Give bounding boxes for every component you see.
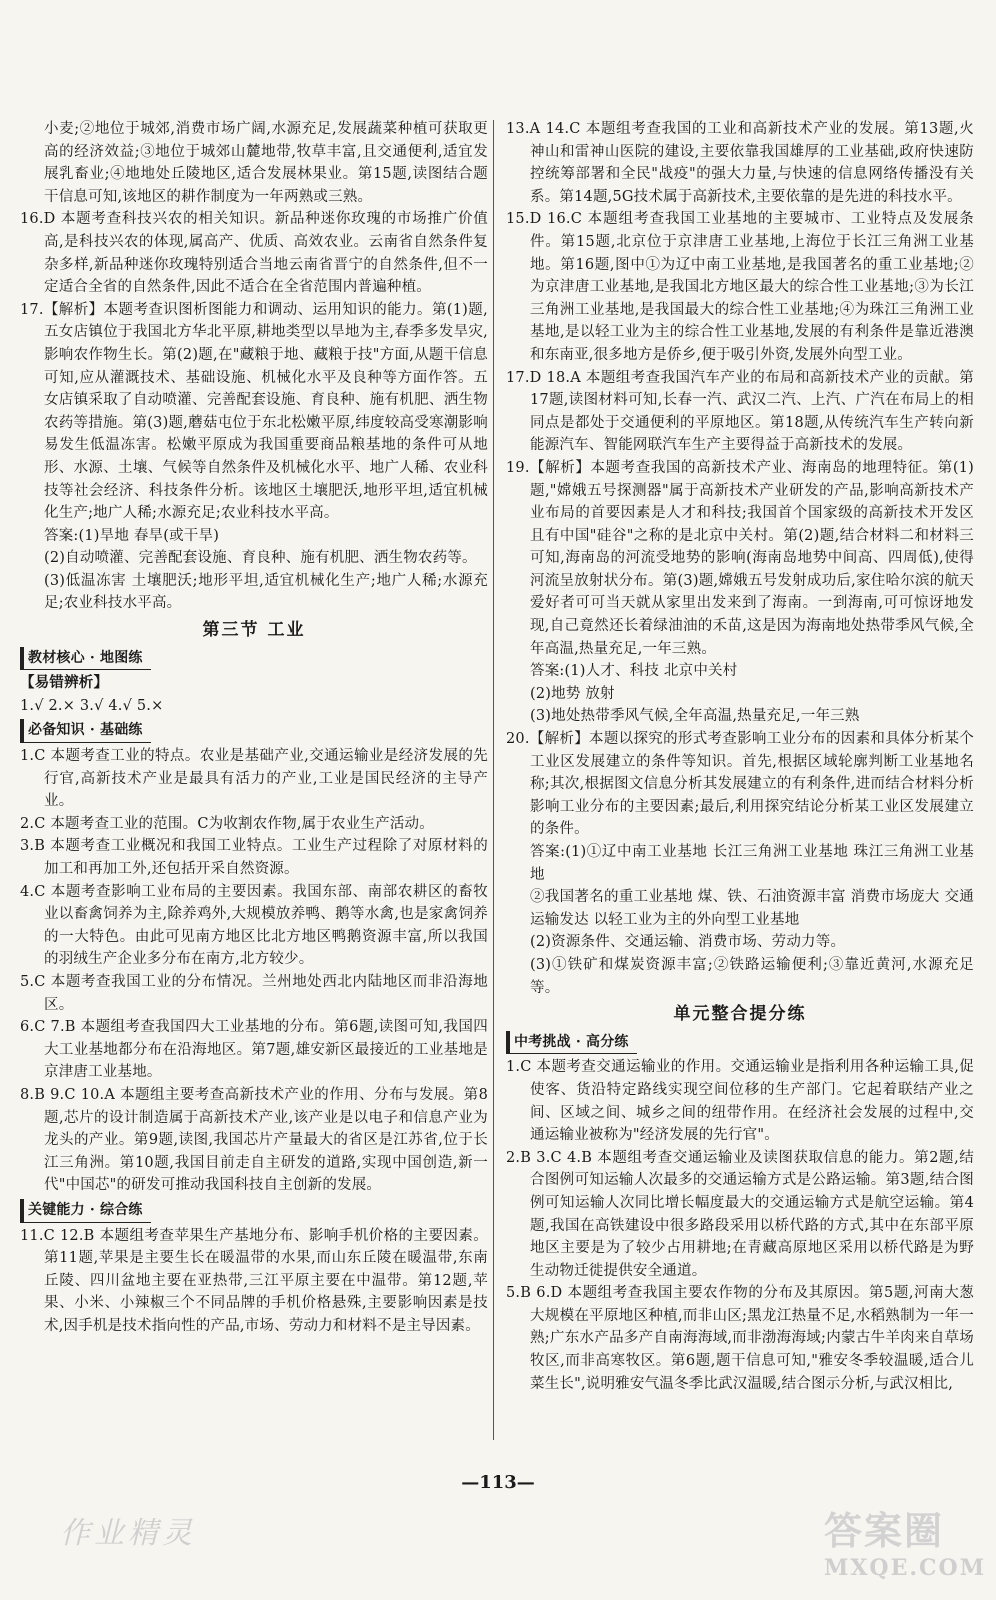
answer-text: 小麦;②地位于城郊,消费市场广阔,水源充足,发展蔬菜种植可获取更高的经济效益;③地位于城郊山麓地带,牧草丰富,且交通便利,适宜发展乳畜业;④地地处丘陵地区,适合发展林果业。第15题,读图结合题干信息可知,该地区的耕作制度为一年两熟或三熟。: [44, 121, 488, 205]
answer-text: (3)①铁矿和煤炭资源丰富;②铁路运输便利;③靠近黄河,水源充足等。: [530, 956, 974, 996]
answer-text: (3)低温冻害 土壤肥沃;地形平坦,适宜机械化生产;地广人稀;水源充足;农业科技水平高。: [44, 572, 488, 612]
section-bar-label: 教材核心 · 地图练: [20, 647, 151, 671]
section-bar-label: 必备知识 · 基础练: [20, 719, 151, 743]
answer-text: (2)地势 放射: [530, 685, 615, 702]
section-title: 第三节 工业: [202, 620, 306, 641]
column-divider: [493, 120, 494, 1440]
answer-item: 5.B 6.D 本题组考查我国主要农作物的分布及其原因。第5题,河南大葱大规模在平原地区种植,而非山区;黑龙江热量不足,水稻熟制为一年一熟;广东水产品多产自南海海域,而非渤海海域;内蒙古牛羊肉来自草场牧区,而非高寒牧区。第6题,题干信息可知,"雅安冬季较温暖,适合儿菜生长",说明雅安气温冬季比武汉温暖,结合图示分析,与武汉相比,: [506, 1285, 974, 1392]
answer-item: 3.B 本题考查工业概况和我国工业特点。工业生产过程除了对原材料的加工和再加工外,还包括开采自然资源。: [20, 838, 488, 877]
answer-item: 11.C 12.B 本题组考查苹果生产基地分布、影响手机价格的主要因素。第11题,苹果是主要生长在暖温带的水果,而山东丘陵在暖温带,东南丘陵、四川盆地主要在亚热带,三江平原主要在中温带。第12题,苹果、小米、小辣椒三个不同品牌的手机价格悬殊,主要影响因素是技术,因手机是技术指向性的产品,市场、劳动力和材料不是主导因素。: [20, 1227, 488, 1334]
section-bar: [20, 717, 488, 745]
section-bar-label: 中考挑战 · 高分练: [506, 1031, 637, 1055]
answer-item: 17.【解析】本题考查识图析图能力和调动、运用知识的能力。第(1)题,五女店镇位于我国北方华北平原,耕地类型以旱地为主,春季多发旱灾,影响农作物生长。第(2)题,在"藏粮于地、藏粮于技"方面,从题干信息可知,应从灌溉技术、基础设施、机械化水平及良种等方面作答。五女店镇采取了自动喷灌、完善配套设施、育良种、施有机肥、洒生物农药等措施。第(3)题,蘑菇屯位于东北松嫩平原,纬度较高受寒潮影响易发生低温冻害。松嫩平原成为我国重要商品粮基地的条件可从地形、水源、土壤、气候等自然条件及机械化水平、地广人稀、农业科技等社会经济、科技条件分析。该地区土壤肥沃,地形平坦,适宜机械化生产;地广人稀;水源充足;农业科技水平高。: [20, 301, 488, 522]
answer-item: 2.C 本题考查工业的范围。C为收割农作物,属于农业生产活动。: [20, 815, 434, 832]
answer-item: 16.D 本题考查科技兴农的相关知识。新品种迷你玫瑰的市场推广价值高,是科技兴农的体现,属高产、优质、高效农业。云南省自然条件复杂多样,新品种迷你玫瑰特别适合当地云南省晋宁的自然条件,但不一定适合全省的自然条件,因此不适合在全省范围内普遍种植。: [20, 211, 488, 296]
left-column: [20, 118, 488, 1438]
watermark-logo-bottom: MXQE.COM: [824, 1555, 987, 1581]
answer-text: ②我国著名的重工业基地 煤、铁、石油资源丰富 消费市场庞大 交通运输发达 以轻工业为主的外向型工业基地: [530, 889, 974, 928]
answer-text: 1.√ 2.× 3.√ 4.√ 5.×: [20, 697, 164, 714]
section-bar: [20, 1197, 488, 1225]
page-number: —113—: [461, 1472, 535, 1493]
answer-item: 2.B 3.C 4.B 本题组考查交通运输业及读图获取信息的能力。第2题,结合图例可知运输人次最多的交通运输方式是公路运输。第3题,结合图例可知运输人次同比增长幅度最大的交通运输方式是航空运输。第4题,我国在高铁建设中很多路段采用以桥代路的方式,其中在东部平原地区主要是为了较少占用耕地;在青藏高原地区采用以桥代路是为野生动物迁徙提供安全通道。: [506, 1149, 974, 1279]
answer-item: 15.D 16.C 本题组考查我国工业基地的主要城市、工业特点及发展条件。第15题,北京位于京津唐工业基地,上海位于长江三角洲工业基地。第16题,图中①为辽中南工业基地,是我国著名的重工业基地;②为京津唐工业基地,是我国北方地区最大的综合性工业基地;③为长江三角洲工业基地,是我国最大的综合性工业基地;④为珠江三角洲工业基地,是以轻工业为主的综合性工业基地,发展的有利条件是靠近港澳和东南亚,很多地方是侨乡,便于吸引外资,发展外向型工业。: [506, 211, 974, 363]
answer-item: 17.D 18.A 本题组考查我国汽车产业的布局和高新技术产业的贡献。第17题,读图材料可知,长春一汽、武汉二汽、上汽、广汽在布局上的相同点是都处于交通便利的平原地区。第18题,从传统汽车生产转向新能源汽车、智能网联汽车生产主要得益于高新技术的发展。: [506, 369, 974, 454]
answer-item: 8.B 9.C 10.A 本题组主要考查高新技术产业的作用、分布与发展。第8题,芯片的设计制造属于高新技术产业,该产业是以电子和信息产业为龙头的产业。第9题,读图,我国芯片产量最大的省区是江苏省,位于长江三角洲。第10题,我国目前走自主研发的道路,实现中国创造,新一代"中国芯"的研发可推动我国科技自主创新的发展。: [20, 1086, 488, 1194]
answer-item: 5.C 本题考查我国工业的分布情况。兰州地处西北内陆地区而非沿海地区。: [20, 973, 488, 1013]
answer-text: 【易错辨析】: [20, 674, 109, 692]
answer-item: 6.C 7.B 本题组考查我国四大工业基地的分布。第6题,读图可知,我国四大工业基地都分布在沿海地区。第7题,雄安新区最接近的工业基地是京津唐工业基地。: [20, 1019, 488, 1081]
answer-text: (2)自动喷灌、完善配套设施、育良种、施有机肥、洒生物农药等。: [44, 550, 477, 567]
answer-item: 1.C 本题考查工业的特点。农业是基础产业,交通运输业是经济发展的先行官,高新技术产业是最具有活力的产业,工业是国民经济的主导产业。: [20, 748, 488, 810]
answer-text: 答案:(1)①辽中南工业基地 长江三角洲工业基地 珠江三角洲工业基地: [530, 844, 974, 883]
answer-item: 1.C 本题考查交通运输业的作用。交通运输业是指利用各种运输工具,促使客、货沿特定路线实现空间位移的生产部门。它起着联结产业之间、区域之间、城乡之间的纽带作用。在经济社会发展的过程中,交通运输业被称为"经济发展的先行官"。: [506, 1059, 974, 1144]
watermark-logo: [824, 1500, 987, 1590]
answer-item: 4.C 本题考查影响工业布局的主要因素。我国东部、南部农耕区的畜牧业以畜禽饲养为主,除养鸡外,大规模放养鸭、鹅等水禽,也是家禽饲养的一大特色。由此可见南方地区比北方地区鸭鹅资源丰富,所以我国的羽绒生产企业多分布在南方,北方较少。: [20, 883, 488, 968]
answer-text: (2)资源条件、交通运输、消费市场、劳动力等。: [530, 934, 846, 951]
right-column: [506, 118, 974, 1458]
watermark-left: 作业精灵: [60, 1516, 196, 1551]
section-title: 单元整合提分练: [673, 1004, 807, 1025]
answer-item: 20.【解析】本题以探究的形式考查影响工业分布的因素和具体分析某个工业区发展建立的条件等知识。首先,根据区域轮廓判断工业基地名称;其次,根据图文信息分析其发展建立的有利条件,进而结合材料分析影响工业分布的主要因素;最后,利用探究结论分析某工业区发展建立的条件。: [506, 731, 974, 838]
section-bar-label: 关键能力 · 综合练: [20, 1199, 151, 1223]
answer-item: 13.A 14.C 本题组考查我国的工业和高新技术产业的发展。第13题,火神山和雷神山医院的建设,主要依靠我国雄厚的工业基础,政府快速防控统筹部署和全民"战疫"的强大力量,与快速的信息网络传播没有关系。第14题,5G技术属于高新技术,主要依靠的是先进的科技水平。: [506, 121, 974, 205]
answer-item: 19.【解析】本题考查我国的高新技术产业、海南岛的地理特征。第(1)题,"嫦娥五号探测器"属于高新技术产业研发的产品,影响高新技术产业布局的首要因素是人才和科技;我国首个国家级的高新技术开发区且有中国"硅谷"之称的是北京中关村。第(2)题,结合材料二和材料三可知,海南岛的河流受地势的影响(海南岛地势中间高、四周低),使得河流呈放射状分布。第(3)题,嫦娥五号发射成功后,家住哈尔滨的航天爱好者可可当天就从家里出发来到了海南。一到海南,可可惊讶地发现,自己竟然还长着绿油油的禾苗,这是因为海南地处热带季风气候,全年高温,热量充足,一年三熟。: [506, 459, 974, 657]
answer-text: 答案:(1)人才、科技 北京中关村: [530, 663, 738, 680]
answer-text: 答案:(1)旱地 春旱(或干旱): [44, 527, 220, 544]
watermark-logo-top: 答案圈: [824, 1508, 945, 1553]
answer-text: (3)地处热带季风气候,全年高温,热量充足,一年三熟: [530, 708, 860, 725]
section-bar: [20, 645, 488, 673]
section-bar: [506, 1029, 974, 1057]
